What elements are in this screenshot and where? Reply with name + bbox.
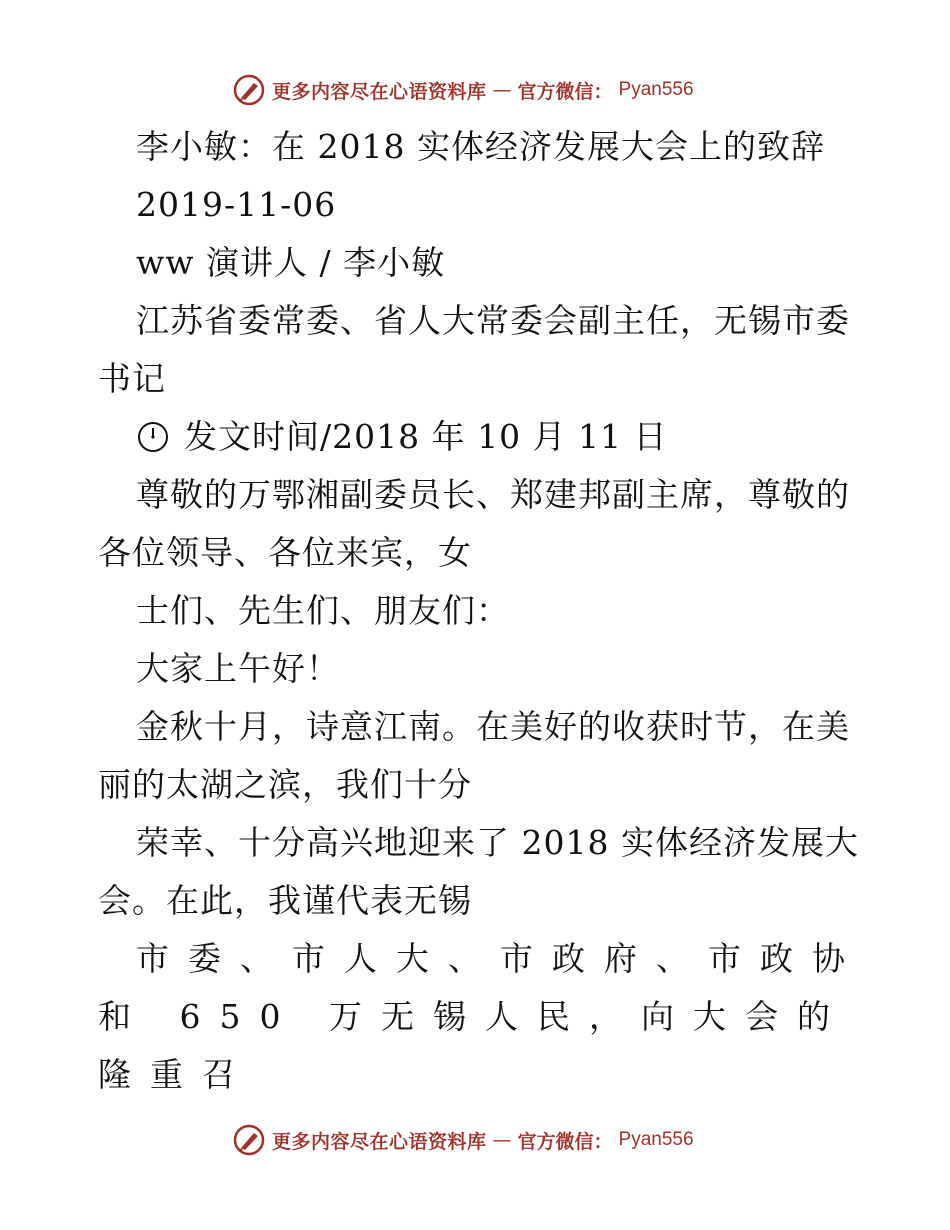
footer-watermark	[232, 1120, 694, 1160]
watermark-wechat-id: Pyan556	[618, 1129, 694, 1150]
paragraph: 荣幸、十分高兴地迎来了 2018 实体经济发展大会。在此，我谨代表无锡	[98, 823, 859, 920]
watermark-dash: —	[492, 1129, 512, 1151]
pen-logo-icon	[232, 73, 266, 107]
document-body	[98, 118, 868, 1104]
watermark-text: 更多内容尽在心语资料库	[272, 1130, 487, 1153]
watermark-wechat-id: Pyan556	[618, 79, 694, 100]
paragraph: 士们、先生们、朋友们：	[136, 591, 510, 630]
document-title: 李小敏：在 2018 实体经济发展大会上的致辞	[136, 127, 825, 166]
watermark-wechat-label: 官方微信：	[517, 1130, 613, 1153]
paragraph: 大家上午好！	[136, 649, 340, 688]
pen-logo-icon	[232, 1123, 266, 1157]
document-date: 2019-11-06	[136, 185, 337, 224]
watermark-text: 更多内容尽在心语资料库	[272, 80, 487, 103]
paragraph: 金秋十月，诗意江南。在美好的收获时节，在美丽的太湖之滨，我们十分	[98, 707, 850, 804]
publish-time-line	[98, 408, 868, 466]
publish-time: 发文时间/2018 年 10 月 11 日	[184, 417, 668, 456]
paragraph: 市委、市人大、市政府、市政协和 650 万无锡人民，向大会的隆重召	[98, 939, 864, 1094]
paragraph: 尊敬的万鄂湘副委员长、郑建邦副主席，尊敬的各位领导、各位来宾，女	[98, 475, 850, 572]
watermark-dash: —	[492, 79, 512, 101]
speaker-line: ww 演讲人 / 李小敏	[136, 243, 446, 282]
speaker-title: 江苏省委常委、省人大常委会副主任，无锡市委书记	[98, 301, 850, 398]
watermark-wechat-label: 官方微信：	[517, 80, 613, 103]
header-watermark	[232, 70, 694, 110]
clock-icon	[136, 420, 170, 454]
